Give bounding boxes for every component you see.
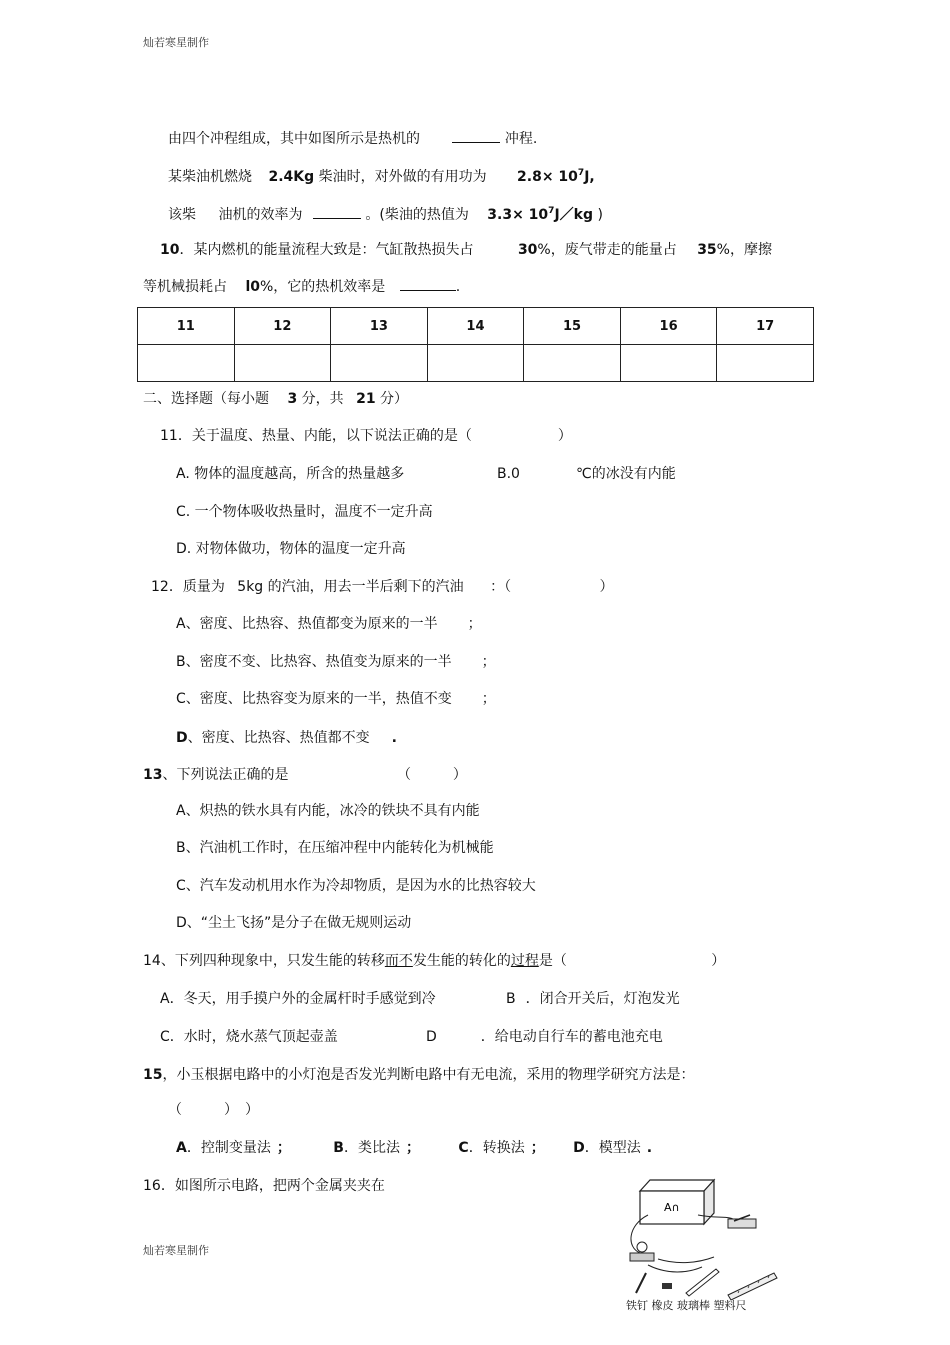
q16-stem: 16．如图所示电路，把两个金属夹夹在 [143,1178,385,1194]
q12-stem [151,578,614,596]
q9-work-unit: J, [584,169,595,185]
q11-option-b-text: ℃的冰没有内能 [575,466,676,482]
q14-option-a[interactable]: A．冬天，用手摸户外的金属杆时手感觉到冷 [160,991,436,1007]
q14-stem-a: 14、下列四种现象中，只发生能的转移 [143,953,385,969]
circuit-drawing [618,1175,788,1317]
answer-cell[interactable] [524,345,621,382]
q15-stem [143,1066,694,1084]
q13-option-d[interactable]: D、“尘土飞扬”是分子在做无规则运动 [176,915,412,931]
q13-stem [143,766,467,784]
q12-option-b-text: B、密度不变、比热容、热值变为原来的一半 [176,654,452,670]
eraser [662,1283,672,1289]
q15-option-d[interactable] [573,1140,652,1156]
q14-option-d-label: D [426,1029,437,1045]
q12-mass: 5kg [237,579,264,595]
q9-line2 [168,164,595,186]
q13-option-c[interactable]: C、汽车发动机用水作为冷却物质，是因为水的比热容较大 [176,878,536,894]
q9-fuel-mass: 2.4Kg [268,169,315,185]
answer-table-header-cell: 13 [331,308,428,345]
wire-clip-a [658,1257,714,1263]
q11-stem [160,427,572,445]
answer-cell[interactable] [138,345,235,382]
answer-table [137,307,814,382]
q9-heat-exponent: 7 [548,206,555,216]
q10-line2-text-a: 等机械损耗占 [143,279,227,295]
q13-stem-text: 、下列说法正确的是 [162,767,289,783]
q9-heat-mantissa: 3.3× 10 [487,207,549,223]
q14-option-c[interactable]: C．水时，烧水蒸气顶起壶盖 [160,1029,338,1045]
q12-option-c-end: ； [481,691,496,707]
q15-number: 15 [143,1067,163,1083]
q9-line3-close: ) [597,207,603,223]
q9-line3-text-a: 该柴 [168,207,196,223]
q12-option-a-end: ； [467,616,482,632]
answer-table-header-cell: 17 [717,308,814,345]
answer-cell[interactable] [620,345,717,382]
q15-option-c[interactable] [458,1140,544,1156]
q11-close-paren: ） [557,428,572,444]
circuit-figure-caption: 铁钉 橡皮 玻璃棒 塑料尺 [626,1299,747,1312]
answer-cell[interactable] [717,345,814,382]
battery-box-label: A∩ [664,1201,680,1214]
section2-title-c: 分） [380,391,409,407]
q15-option-c-label: C [458,1140,469,1156]
q14-stem-underline-1: 而不 [384,953,413,969]
section2-title-a: 二、选择题（每小题 [143,391,269,407]
q12-option-b[interactable] [176,653,496,671]
q10-line2-end: . [455,279,461,295]
q12-close-paren: ） [599,579,614,595]
answer-table-header-row [138,308,814,345]
answer-table-answer-row [138,345,814,382]
q15-option-b-text: ．类比法 [343,1140,400,1156]
q9-line3 [168,202,603,224]
q12-option-d[interactable] [176,729,397,747]
circuit-figure [618,1175,788,1317]
q9-line1 [168,128,537,148]
q9-line3-text-b: 油机的效率为 [218,207,303,223]
q9-blank-stroke [452,128,500,143]
q12-option-c-text: C、密度、比热容变为原来的一半，热值不变 [176,691,452,707]
q15-option-c-end: ； [530,1140,545,1156]
q12-option-d-text: 、密度、比热容、热值都不变 [187,730,370,746]
q12-option-d-end: . [391,730,397,746]
q13-paren: （ ） [396,767,467,783]
q15-option-c-text: ．转换法 [468,1140,525,1156]
q12-option-a-text: A、密度、比热容、热值都变为原来的一半 [176,616,438,632]
q15-stem-text: ，小玉根据电路中的小灯泡是否发光判断电路中有无电流，采用的物理学研究方法是： [162,1067,695,1083]
q12-option-b-end: ； [481,654,496,670]
q11-option-c[interactable]: C. 一个物体吸收热量时，温度不一定升高 [176,504,433,520]
q15-option-a-label: A [176,1140,187,1156]
q9-efficiency-blank [313,204,361,219]
q13-option-a[interactable]: A、炽热的铁水具有内能，冰冷的铁块不具有内能 [176,803,480,819]
q10-text-c: %，摩擦 [716,242,772,258]
q15-option-a-text: ．控制变量法 [186,1140,271,1156]
answer-table-header-cell: 16 [620,308,717,345]
q13-option-b[interactable]: B、汽油机工作时，在压缩冲程中内能转化为机械能 [176,840,494,856]
q15-option-a-end: ； [276,1140,291,1156]
wire-clip-b [648,1265,702,1272]
q14-option-b-text: ．闭合开关后，灯泡发光 [525,991,680,1007]
q14-option-d-text: ．给电动自行车的蓄电池充电 [480,1029,663,1045]
q10-line2-text-b: %，它的热机效率是 [260,279,386,295]
q14-stem-b: 发生能的转化的 [412,953,511,969]
q10-line1 [160,241,772,259]
q11-stem-text: 11．关于温度、热量、内能，以下说法正确的是（ [160,428,472,444]
q12-stem-a: 12．质量为 [151,579,225,595]
q9-line2-text-b: 柴油时，对外做的有用功为 [318,169,487,185]
bulb-holder [630,1253,654,1261]
q15-option-b-end: ； [405,1140,420,1156]
q14-stem-c: 是（ [538,953,567,969]
q12-stem-c: ：（ [490,579,512,595]
answer-table-header-cell: 15 [524,308,621,345]
answer-table-header-cell: 14 [427,308,524,345]
q12-option-a[interactable] [176,615,482,633]
answer-cell[interactable] [331,345,428,382]
q11-option-d[interactable]: D. 对物体做功，物体的温度一定升高 [176,541,406,557]
answer-cell[interactable] [234,345,331,382]
q12-option-c[interactable] [176,690,496,708]
q10-percent-1: 30 [517,242,538,258]
section2-title-b: 分，共 [301,391,344,407]
q9-line1-text: 由四个冲程组成，其中如图所示是热机的 [168,131,420,147]
q11-option-b-label: B.0 [497,466,520,482]
q14-close-paren: ） [711,953,726,969]
q10-efficiency-blank [400,276,456,291]
q12-stem-b: 的汽油，用去一半后剩下的汽油 [267,579,464,595]
answer-table-header-cell: 12 [234,308,331,345]
q15-option-b[interactable] [333,1140,420,1156]
q15-option-a[interactable] [176,1140,291,1156]
q15-options [176,1139,652,1157]
q15-option-d-end: . [646,1140,653,1156]
glass-rod [686,1269,719,1296]
answer-cell[interactable] [427,345,524,382]
q15-option-d-text: ．模型法 [584,1140,641,1156]
watermark-top: 灿若寒星制作 [143,36,209,49]
q9-heat-unit: J／kg [554,207,593,223]
q10-text-b: %，废气带走的能量占 [537,242,677,258]
q14-stem [143,952,725,970]
battery-box-top [640,1180,714,1191]
q14-stem-underline-2: 过程 [510,953,539,969]
q9-line2-text: 某柴油机燃烧 [168,169,252,185]
q15-paren: （ ） ） [168,1102,259,1118]
iron-nail [636,1273,646,1293]
answer-table-header-cell: 11 [138,308,235,345]
switch-base [728,1219,756,1228]
q15-option-b-label: B [333,1140,344,1156]
q9-useful-work [517,169,595,185]
q14-option-b[interactable] [506,990,680,1008]
q10-percent-3: l0 [245,279,260,295]
q9-work-mantissa: 2.8× 10 [517,169,578,185]
q9-line3-text-c: 。(柴油的热值为 [365,207,469,223]
q13-number: 13 [143,767,163,783]
plastic-ruler [728,1273,777,1300]
section2-title [143,390,408,408]
q14-option-b-label: B [506,991,516,1007]
section2-points-total: 21 [356,391,376,407]
watermark-bottom: 灿若寒星制作 [143,1244,209,1257]
q14-option-d[interactable] [426,1028,663,1046]
bulb-glass [637,1242,647,1252]
q10-text-a: ．某内燃机的能量流程大致是：气缸散热损失占 [179,242,474,258]
q9-line1-end: 冲程. [504,131,538,147]
q11-option-b[interactable] [497,465,676,483]
q10-line2 [143,276,460,296]
q10-number: 10 [160,242,180,258]
q9-work-exponent: 7 [577,168,585,178]
q9-heat-value [487,207,593,223]
q10-percent-2: 35 [697,242,717,258]
q11-option-a[interactable]: A. 物体的温度越高，所含的热量越多 [176,466,405,482]
section2-points-each: 3 [287,391,298,407]
q15-option-d-label: D [573,1140,585,1156]
q12-option-d-label: D [176,730,188,746]
